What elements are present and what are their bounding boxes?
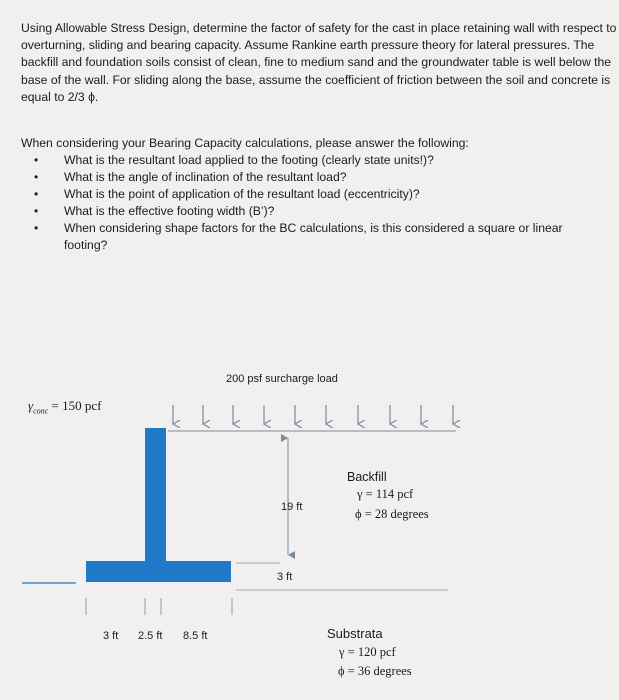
footing-depth-label: 3 ft — [277, 571, 293, 583]
toe-width-label: 3 ft — [103, 630, 119, 642]
bullet-icon: • — [34, 204, 39, 218]
substrata-phi: ϕ = 36 degrees — [338, 664, 412, 678]
gamma-symbol: γ — [28, 398, 34, 413]
gamma-subscript: conc — [33, 406, 49, 416]
surcharge-arrows — [173, 405, 453, 424]
wall-footing — [86, 561, 231, 582]
wall-height-label: 19 ft — [281, 501, 303, 513]
stem-width-label: 2.5 ft — [138, 630, 163, 642]
bullet-icon: • — [34, 187, 39, 201]
question-text: What is the effective footing width (B’)? — [64, 204, 275, 218]
heel-width-label: 8.5 ft — [183, 630, 208, 642]
substrata-title: Substrata — [327, 626, 383, 641]
width-dimension-ticks — [86, 598, 232, 615]
question-text: When considering shape factors for the BC calculations, is this considered a square or linear footing? — [64, 221, 563, 252]
question-prompt: When considering your Bearing Capacity calculations, please answer the following: — [21, 136, 469, 150]
question-text: What is the angle of inclination of the resultant load? — [64, 170, 347, 184]
bullet-icon: • — [34, 153, 39, 167]
question-text: What is the point of application of the resultant load (eccentricity)? — [64, 187, 420, 201]
question-text: What is the resultant load applied to the footing (clearly state units!)? — [64, 153, 434, 167]
bullet-icon: • — [34, 221, 39, 235]
concrete-unit-weight — [28, 398, 101, 416]
backfill-gamma: γ = 114 pcf — [357, 487, 414, 501]
surcharge-label: 200 psf surcharge load — [226, 373, 338, 385]
backfill-title: Backfill — [347, 470, 387, 484]
problem-statement: Using Allowable Stress Design, determine the factor of safety for the cast in place retaining wall with respect to overturning, sliding and bearing capacity. Assume Rankine earth pressure theory for lateral pressures. The backfill and foundation soils consist of clean, fine to medium sand and the groundwater table is well below the base of the wall. For sliding along the base, assume the coefficient of friction between the soil and concrete is equal to 2/3 ϕ. — [21, 21, 617, 104]
bullet-icon: • — [34, 170, 39, 184]
concrete-unit-weight-value: = 150 pcf — [51, 398, 102, 413]
substrata-gamma: γ = 120 pcf — [339, 645, 396, 659]
wall-stem — [145, 428, 166, 562]
backfill-phi: ϕ = 28 degrees — [355, 507, 429, 521]
